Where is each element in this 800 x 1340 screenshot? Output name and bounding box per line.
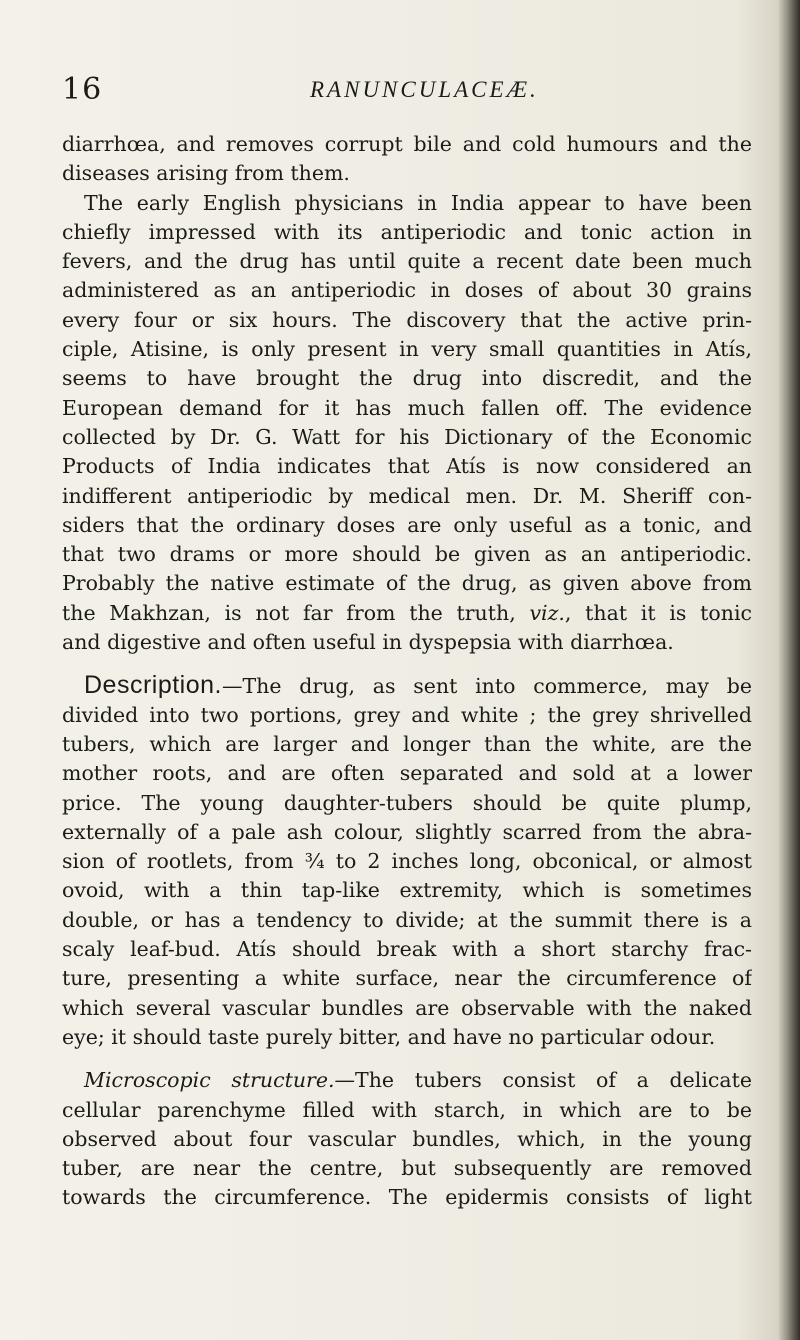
page-number: 16 xyxy=(62,72,103,107)
text-run: , that it is tonic xyxy=(564,600,752,625)
text-line: fevers, and the drug has until quite a recent date been much xyxy=(62,249,752,274)
text-line: The early English physicians in India appear to have been xyxy=(84,190,752,215)
text-line: and digestive and often useful in dyspepsia with diarrhœa. xyxy=(62,630,674,655)
text-line: cellular parenchyme filled with starch, in which are to be xyxy=(62,1097,752,1122)
text-line: collected by Dr. G. Watt for his Dictionary of the Economic xyxy=(62,424,752,449)
text-line xyxy=(62,599,752,628)
text-line: tubers, which are larger and longer than the white, are the xyxy=(62,731,752,756)
text-line: European demand for it has much fallen off. The evidence xyxy=(62,395,752,420)
text-line: seems to have brought the drug into discredit, and the xyxy=(62,366,752,391)
text-line: observed about four vascular bundles, which, in the young xyxy=(62,1126,752,1151)
text-line xyxy=(62,1066,752,1095)
section-heading-description: Description. xyxy=(84,671,222,700)
text-run: —The drug, as sent into commerce, may be xyxy=(222,674,752,699)
page-edge-shadow xyxy=(778,0,800,1340)
text-line: which several vascular bundles are observable with the naked xyxy=(62,995,752,1020)
section-heading-microscopic: Microscopic structure. xyxy=(84,1068,335,1093)
text-line: ovoid, with a thin tap-like extremity, which is sometimes xyxy=(62,878,752,903)
text-line: Products of India indicates that Atís is now considered an xyxy=(62,454,752,479)
text-line: eye; it should taste purely bitter, and have no particular odour. xyxy=(62,1024,716,1049)
text-line: Probably the native estimate of the drug, as given above from xyxy=(62,571,752,596)
text-line: diseases arising from them. xyxy=(62,161,350,186)
text-line: siders that the ordinary doses are only useful as a tonic, and xyxy=(62,512,752,537)
latin-abbreviation: viz. xyxy=(529,600,565,625)
text-line: mother roots, and are often separated and sold at a lower xyxy=(62,761,752,786)
text-line: ciple, Atisine, is only present in very small quantities in Atís, xyxy=(62,337,752,362)
text-run: the Makhzan, is not far from the truth, xyxy=(62,600,530,625)
text-line: that two drams or more should be given as an antiperiodic. xyxy=(62,542,752,567)
text-line: price. The young daughter-tubers should be quite plump, xyxy=(62,790,752,815)
text-run: —The tubers consist of a delicate xyxy=(334,1068,752,1093)
text-line: towards the circumference. The epidermis consists of light xyxy=(62,1185,752,1210)
text-line: ture, presenting a white surface, near the circumference of xyxy=(62,966,752,991)
text-line: externally of a pale ash colour, slightly scarred from the abra- xyxy=(62,819,752,844)
running-title: RANUNCULACEÆ. xyxy=(310,77,539,102)
text-line: divided into two portions, grey and white ; the grey shrivelled xyxy=(62,702,752,727)
text-line: every four or six hours. The discovery that the active prin- xyxy=(62,307,752,332)
text-line: sion of rootlets, from ¾ to 2 inches long, obconical, or almost xyxy=(62,849,752,874)
text-line xyxy=(62,671,752,700)
text-line: chiefly impressed with its antiperiodic and tonic action in xyxy=(62,219,752,244)
paragraph-gap xyxy=(62,657,752,671)
text-line: double, or has a tendency to divide; at the summit there is a xyxy=(62,907,752,932)
text-line: administered as an antiperiodic in doses of about 30 grains xyxy=(62,278,752,303)
text-line: indifferent antiperiodic by medical men. Dr. M. Sheriff con- xyxy=(62,483,752,508)
body-text xyxy=(62,130,752,1213)
text-line: diarrhœa, and removes corrupt bile and cold humours and the xyxy=(62,132,752,156)
text-line: tuber, are near the centre, but subsequently are removed xyxy=(62,1156,752,1181)
text-line: scaly leaf-bud. Atís should break with a short starchy frac- xyxy=(62,937,752,962)
paragraph-gap xyxy=(62,1052,752,1066)
